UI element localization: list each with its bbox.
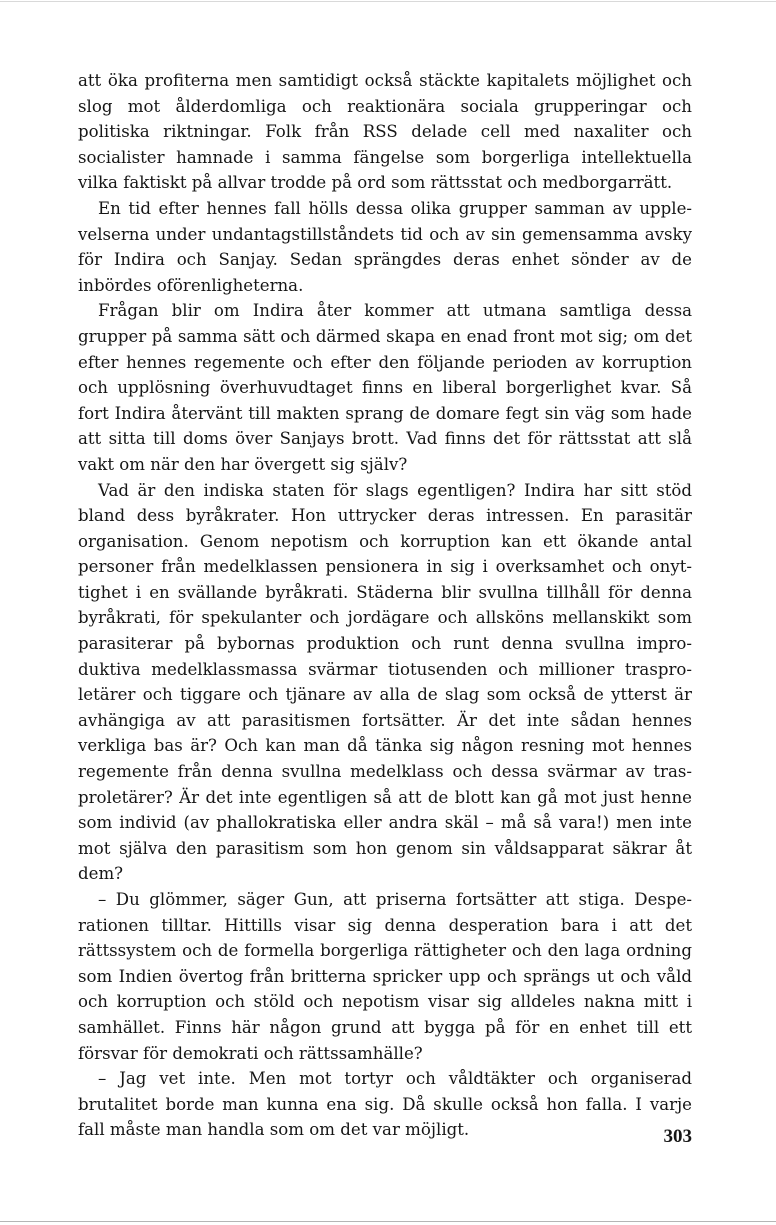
paragraph-1: att öka profiterna men samtidigt också stäckte kapitalets möjlighet och slog mot ålderdomliga och reaktionära sociala grupperingar och politiska riktningar. Folk från RSS delade cell med naxaliter och socialister hamnade i samma fängelse som borgerliga intellektuella vilka faktiskt på allvar trodde på ord som rättsstat och medborgarrätt. [78, 71, 692, 193]
paragraph-3: Frågan blir om Indira åter kommer att utmana samtliga dessa grupper på samma sätt och därmed skapa en enad front mot sig; om det efter hennes regemente och efter den följande perioden av korruption och upplösning överhuvudtaget finns en liberal borgerlighet kvar. Så fort Indira återvänt till makten sprang de domare fegt sin väg som hade att sitta till doms över Sanjays brott. Vad finns det för rättsstat att slå vakt om när den har övergett sig själv? [78, 301, 692, 474]
page-number: 303 [663, 1126, 692, 1147]
body-text [78, 68, 692, 1143]
paragraph-2: En tid efter hennes fall hölls dessa olika grupper samman av upplevelserna under undantagstillståndets tid och av sin gemensamma avsky för Indira och Sanjay. Sedan sprängdes deras enhet sönder av de inbördes oförenligheterna. [78, 198, 692, 295]
top-edge-line [0, 1, 776, 2]
bottom-edge-line [0, 1221, 776, 1222]
paragraph-4: Vad är den indiska staten för slags egentligen? Indira har sitt stöd bland dess byråkrater. Hon uttrycker deras intressen. En parasitär organisation. Genom nepotism och korruption kan ett ökande antal personer från medelklassen pensionera in sig i overksamhet och onyttighet i en svällande byråkrati. Städerna blir svullna tillhåll för denna byråkrati, för spekulanter och jordägare och allsköns mellanskikt som parasiterar på bybornas produktion och runt denna svullna improduktiva medelklassmassa svärmar tiotusenden och millioner trasproletärer och tiggare och tjänare av alla de slag som också de ytterst är avhängiga av att parasitismen fortsätter. Är det inte sådan hennes verkliga bas är? Och kan man då tänka sig någon resning mot hennes regemente från denna svullna medelklass och dessa svärmar av trasproletärer? Är det inte egentligen så att de blott kan gå mot just henne som individ (av phallokratiska eller andra skäl – må så vara!) men inte mot själva den parasitism som hon genom sin våldsapparat säkrar åt dem? [78, 480, 692, 884]
paragraph-6: – Jag vet inte. Men mot tortyr och våldtäkter och organiserad brutalitet borde man kunna ena sig. Då skulle också hon falla. I varje fall måste man handla som om det var möjligt. [78, 1069, 692, 1140]
paragraph-5: – Du glömmer, säger Gun, att priserna fortsätter att stiga. Desperationen tilltar. Hittills visar sig denna desperation bara i att det rättssystem och de formella borgerliga rättigheter och den laga ordning som Indien övertog från britterna spricker upp och sprängs ut och våld och korruption och stöld och nepotism visar sig alldeles nakna mitt i samhället. Finns här någon grund att bygga på för en enhet till ett försvar för demokrati och rättssamhälle? [78, 890, 692, 1063]
